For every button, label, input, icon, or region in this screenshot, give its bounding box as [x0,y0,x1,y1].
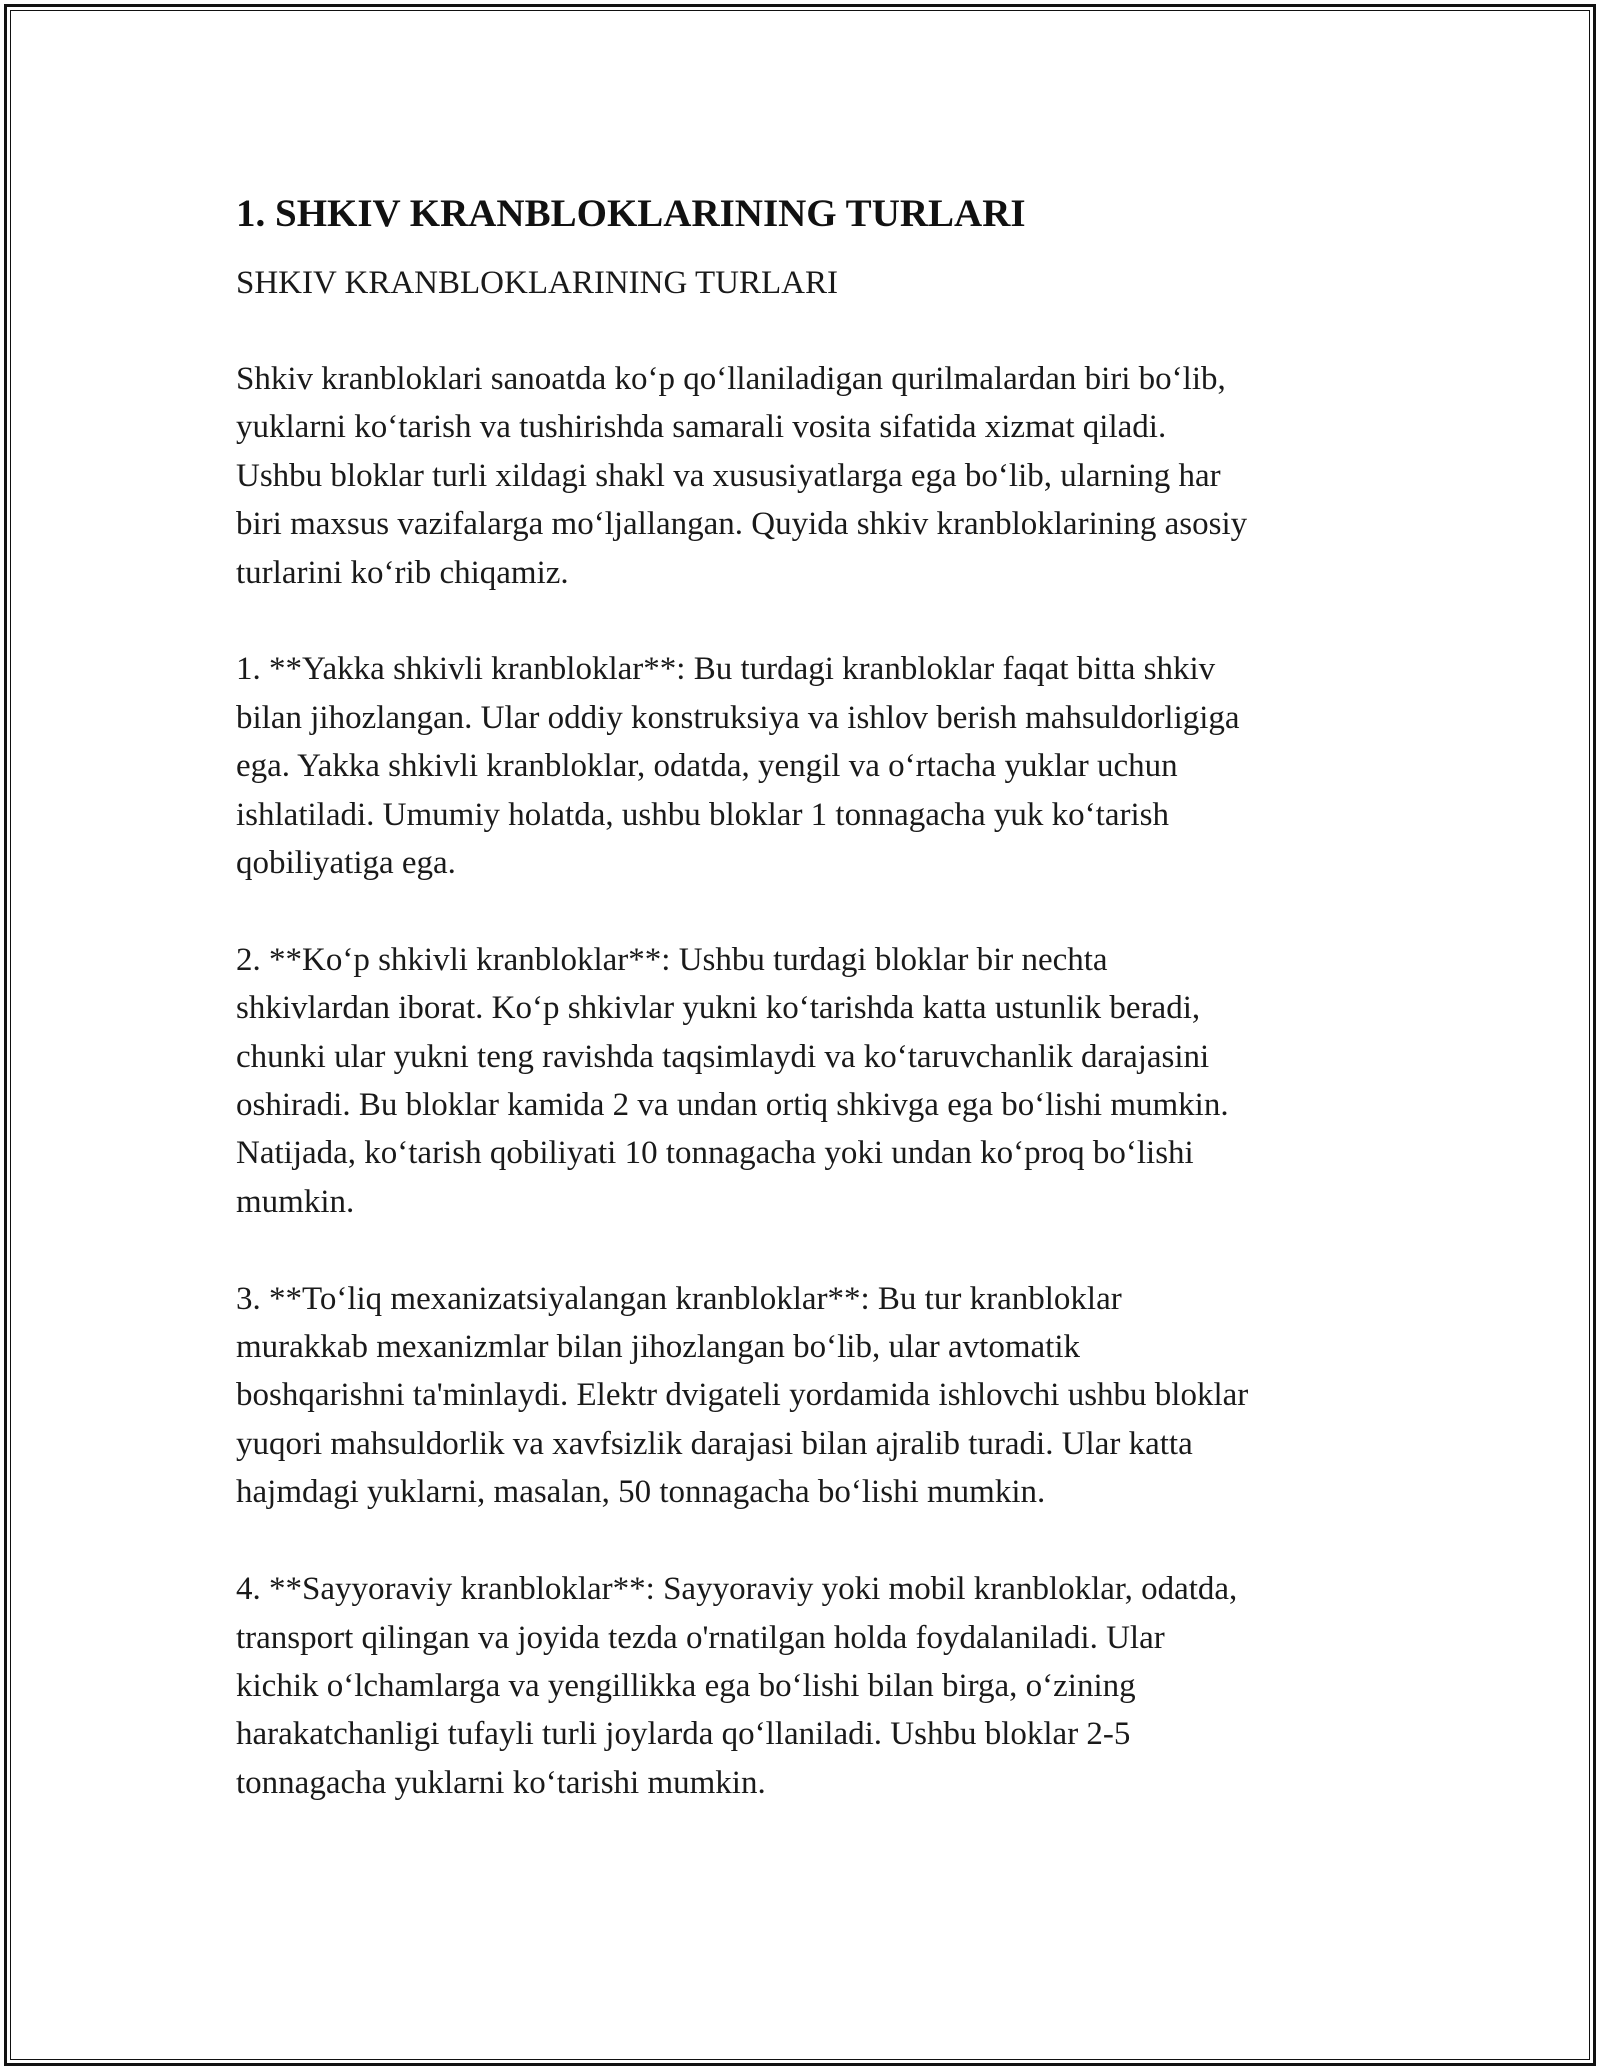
document-body [236,187,1376,1856]
document-heading: 1. SHKIV KRANBLOKLARINING TURLARI [236,192,1026,235]
document-subheading: SHKIV KRANBLOKLARINING TURLARI [236,265,838,301]
list-item-multi-sheave: 2. **Ko‘p shkivli kranbloklar**: Ushbu turdagi bloklar bir nechta shkivlardan iborat. Ko‘p shkivlar yukni ko‘tarishda katta ustunlik beradi, chunki ular yukni teng ravishda taqsimlaydi va ko‘taruvchanlik darajasini oshiradi. Bu bloklar kamida 2 va undan ortiq shkivga ega bo‘lishi mumkin. Natijada, ko‘tarish qobiliyati 10 tonnagacha yoki undan ko‘proq bo‘lishi mumkin. [236,941,1229,1220]
list-item-planetary: 4. **Sayyoraviy kranbloklar**: Sayyoraviy yoki mobil kranbloklar, odatda, transport qilingan va joyida tezda o'rnatilgan holda foydalaniladi. Ular kichik o‘lchamlarga va yengillikka ega bo‘lishi bilan birga, o‘zining harakatchanligi tufayli turli joylarda qo‘llaniladi. Ushbu bloklar 2-5 tonnagacha yuklarni ko‘tarishi mumkin. [236,1571,1238,1801]
intro-paragraph: Shkiv kranbloklari sanoatda ko‘p qo‘llaniladigan qurilmalardan biri bo‘lib, yuklarni ko‘tarish va tushirishda samarali vosita sifatida xizmat qiladi. Ushbu bloklar turli xildagi shakl va xususiyatlarga ega bo‘lib, ularning har biri maxsus vazifalarga mo‘ljallangan. Quyida shkiv kranbloklarining asosiy turlarini ko‘rib chiqamiz. [236,361,1248,591]
list-item-single-sheave: 1. **Yakka shkivli kranbloklar**: Bu turdagi kranbloklar faqat bitta shkiv bilan jihozlangan. Ular oddiy konstruksiya va ishlov berish mahsuldorligiga ega. Yakka shkivli kranbloklar, odatda, yengil va o‘rtacha yuklar uchun ishlatiladi. Umumiy holatda, ushbu bloklar 1 tonnagacha yuk ko‘tarish qobiliyatiga ega. [236,651,1240,882]
list-item-mechanized: 3. **To‘liq mexanizatsiyalangan kranbloklar**: Bu tur kranbloklar murakkab mexanizmlar bilan jihozlangan bo‘lib, ular avtomatik boshqarishni ta'minlaydi. Elektr dvigateli yordamida ishlovchi ushbu bloklar yuqori mahsuldorlik va xavfsizlik darajasi bilan ajralib turadi. Ular katta hajmdagi yuklarni, masalan, 50 tonnagacha bo‘lishi mumkin. [236,1280,1249,1511]
